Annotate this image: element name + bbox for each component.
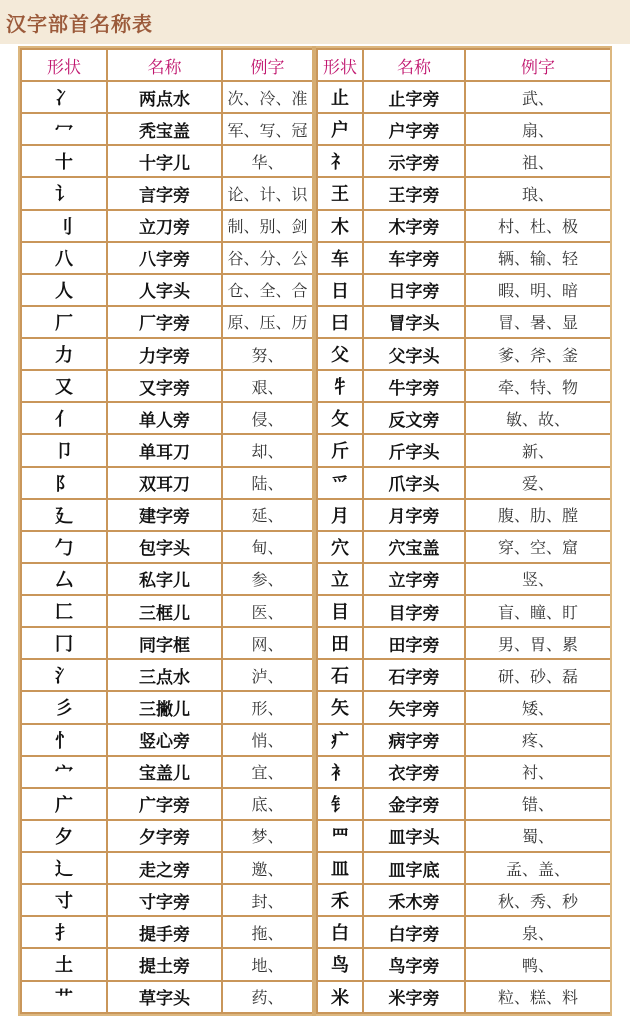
example-chars: 药、 [223,982,312,1013]
example-chars: 延、 [223,500,312,530]
radical-name: 走之旁 [108,853,221,883]
example-chars: 武、 [466,82,610,112]
example-chars: 牵、特、物 [466,371,610,401]
radical-name: 反文旁 [364,403,464,433]
radical-shape: 廴 [22,500,106,530]
radical-name: 父字头 [364,339,464,369]
radical-name: 单人旁 [108,403,221,433]
example-chars: 仓、全、合 [223,275,312,305]
radical-name: 单耳刀 [108,435,221,465]
radical-shape: 艹 [22,982,106,1013]
example-chars: 宜、 [223,757,312,787]
table-row [22,628,312,658]
radical-name: 秃宝盖 [108,114,221,144]
example-chars: 新、 [466,435,610,465]
header-shape: 形状 [318,50,362,80]
table-row [318,917,610,947]
radical-name: 户字旁 [364,114,464,144]
example-chars: 侵、 [223,403,312,433]
header-row [318,50,610,80]
radical-shape: 米 [318,982,362,1013]
table-row [22,596,312,626]
radical-shape: 攵 [318,403,362,433]
example-chars: 粒、糕、料 [466,982,610,1013]
radical-name: 三点水 [108,660,221,690]
header-name: 名称 [364,50,464,80]
radical-shape: 户 [318,114,362,144]
table-row [22,564,312,594]
radical-shape: 厶 [22,564,106,594]
radical-shape: 彡 [22,692,106,722]
example-chars: 艰、 [223,371,312,401]
radical-name: 立字旁 [364,564,464,594]
radical-name: 示字旁 [364,146,464,176]
radical-shape: 八 [22,243,106,273]
table-row [318,982,610,1013]
example-chars: 邀、 [223,853,312,883]
radical-table [18,46,612,1016]
example-chars: 疼、 [466,725,610,755]
table-row [318,178,610,208]
radical-shape: 月 [318,500,362,530]
example-chars: 论、计、识 [223,178,312,208]
table-row [318,789,610,819]
table-row [22,307,312,337]
radical-name: 王字旁 [364,178,464,208]
table-row [22,275,312,305]
example-chars: 泸、 [223,660,312,690]
example-chars: 地、 [223,949,312,979]
left-table-body [22,82,312,1012]
radical-name: 两点水 [108,82,221,112]
radical-name: 包字头 [108,532,221,562]
radical-name: 厂字旁 [108,307,221,337]
example-chars: 研、砂、磊 [466,660,610,690]
example-chars: 努、 [223,339,312,369]
example-chars: 盲、瞳、盯 [466,596,610,626]
radical-shape: 罒 [318,821,362,851]
radical-shape: 田 [318,628,362,658]
example-chars: 竖、 [466,564,610,594]
example-chars: 形、 [223,692,312,722]
radical-name: 衣字旁 [364,757,464,787]
table-row [22,885,312,915]
table-row [318,146,610,176]
table-row [318,371,610,401]
radical-name: 双耳刀 [108,468,221,498]
example-chars: 腹、肋、膛 [466,500,610,530]
table-row [318,532,610,562]
radical-name: 广字旁 [108,789,221,819]
radical-shape: 钅 [318,789,362,819]
radical-shape: 鸟 [318,949,362,979]
radical-name: 皿字底 [364,853,464,883]
table-row [22,532,312,562]
example-chars: 次、冷、准 [223,82,312,112]
radical-shape: 卩 [22,435,106,465]
radical-name: 车字旁 [364,243,464,273]
radical-shape: 曰 [318,307,362,337]
page-title: 汉字部首名称表 [6,11,153,36]
radical-name: 三撇儿 [108,692,221,722]
radical-name: 竖心旁 [108,725,221,755]
radical-name: 又字旁 [108,371,221,401]
radical-name: 斤字头 [364,435,464,465]
left-table [20,48,314,1014]
table-row [22,403,312,433]
table-row [318,403,610,433]
radical-name: 力字旁 [108,339,221,369]
example-chars: 陆、 [223,468,312,498]
example-chars: 却、 [223,435,312,465]
table-row [318,339,610,369]
table-row [22,371,312,401]
title-bar [0,0,630,44]
radical-name: 目字旁 [364,596,464,626]
radical-shape: 石 [318,660,362,690]
radical-shape: 阝 [22,468,106,498]
radical-name: 金字旁 [364,789,464,819]
radical-shape: 氵 [22,660,106,690]
example-chars: 谷、分、公 [223,243,312,273]
table-row [318,853,610,883]
header-examples: 例字 [223,50,312,80]
radical-shape: 又 [22,371,106,401]
table-row [22,435,312,465]
table-row [22,146,312,176]
table-row [22,789,312,819]
radical-shape: 牜 [318,371,362,401]
radical-shape: 刂 [22,211,106,241]
radical-name: 日字旁 [364,275,464,305]
left-table-half [20,48,312,1014]
radical-shape: 亻 [22,403,106,433]
example-chars: 暇、明、暗 [466,275,610,305]
radical-shape: 广 [22,789,106,819]
radical-shape: 冂 [22,628,106,658]
example-chars: 网、 [223,628,312,658]
radical-name: 石字旁 [364,660,464,690]
radical-name: 皿字头 [364,821,464,851]
table-row [22,339,312,369]
example-chars: 祖、 [466,146,610,176]
example-chars: 矮、 [466,692,610,722]
table-row [318,114,610,144]
table-row [22,949,312,979]
table-row [318,564,610,594]
table-row [318,821,610,851]
radical-shape: 父 [318,339,362,369]
example-chars: 泉、 [466,917,610,947]
example-chars: 梦、 [223,821,312,851]
radical-shape: 厂 [22,307,106,337]
example-chars: 爹、斧、釜 [466,339,610,369]
example-chars: 穿、空、窟 [466,532,610,562]
radical-shape: 木 [318,211,362,241]
radical-shape: 礻 [318,146,362,176]
table-row [22,821,312,851]
radical-name: 十字儿 [108,146,221,176]
radical-shape: 讠 [22,178,106,208]
table-row [22,725,312,755]
table-row [318,596,610,626]
table-row [22,660,312,690]
radical-shape: 日 [318,275,362,305]
radical-name: 同字框 [108,628,221,658]
radical-shape: 止 [318,82,362,112]
table-row [318,628,610,658]
table-row [318,307,610,337]
table-row [22,82,312,112]
radical-shape: 宀 [22,757,106,787]
radical-name: 草字头 [108,982,221,1013]
radical-shape: 目 [318,596,362,626]
radical-shape: 土 [22,949,106,979]
radical-name: 宝盖儿 [108,757,221,787]
radical-shape: 衤 [318,757,362,787]
radical-name: 牛字旁 [364,371,464,401]
radical-name: 田字旁 [364,628,464,658]
header-shape: 形状 [22,50,106,80]
table-row [318,275,610,305]
radical-shape: 冫 [22,82,106,112]
radical-name: 夕字旁 [108,821,221,851]
radical-name: 言字旁 [108,178,221,208]
radical-name: 提手旁 [108,917,221,947]
table-row [318,885,610,915]
table-row [22,243,312,273]
table-row [318,692,610,722]
radical-name: 穴宝盖 [364,532,464,562]
radical-shape: 车 [318,243,362,273]
table-row [22,982,312,1013]
radical-shape: 皿 [318,853,362,883]
example-chars: 爱、 [466,468,610,498]
table-row [318,660,610,690]
radical-name: 三框儿 [108,596,221,626]
table-row [318,211,610,241]
table-row [22,468,312,498]
radical-shape: 冖 [22,114,106,144]
radical-shape: 辶 [22,853,106,883]
radical-name: 爪字头 [364,468,464,498]
radical-shape: 匚 [22,596,106,626]
radical-shape: 勹 [22,532,106,562]
example-chars: 秋、秀、秒 [466,885,610,915]
radical-name: 提土旁 [108,949,221,979]
radical-name: 木字旁 [364,211,464,241]
radical-shape: 穴 [318,532,362,562]
table-row [318,500,610,530]
right-table-body [318,82,610,1012]
radical-shape: 夕 [22,821,106,851]
radical-shape: 禾 [318,885,362,915]
radical-name: 禾木旁 [364,885,464,915]
radical-name: 立刀旁 [108,211,221,241]
example-chars: 医、 [223,596,312,626]
example-chars: 错、 [466,789,610,819]
radical-shape: 爫 [318,468,362,498]
example-chars: 原、压、历 [223,307,312,337]
radical-name: 病字旁 [364,725,464,755]
table-row [318,243,610,273]
right-table-half [316,48,610,1014]
table-row [22,178,312,208]
table-row [318,82,610,112]
example-chars: 封、 [223,885,312,915]
header-row [22,50,312,80]
radical-shape: 白 [318,917,362,947]
header-name: 名称 [108,50,221,80]
radical-name: 人字头 [108,275,221,305]
example-chars: 悄、 [223,725,312,755]
radical-shape: 十 [22,146,106,176]
radical-shape: 力 [22,339,106,369]
radical-shape: 忄 [22,725,106,755]
example-chars: 拖、 [223,917,312,947]
example-chars: 参、 [223,564,312,594]
table-row [22,211,312,241]
radical-shape: 人 [22,275,106,305]
example-chars: 制、别、剑 [223,211,312,241]
table-row [22,500,312,530]
radical-name: 八字旁 [108,243,221,273]
table-row [318,468,610,498]
example-chars: 鸭、 [466,949,610,979]
header-examples: 例字 [466,50,610,80]
example-chars: 甸、 [223,532,312,562]
example-chars: 冒、暑、显 [466,307,610,337]
radical-name: 建字旁 [108,500,221,530]
radical-shape: 扌 [22,917,106,947]
example-chars: 孟、盖、 [466,853,610,883]
radical-name: 白字旁 [364,917,464,947]
table-row [22,757,312,787]
example-chars: 扇、 [466,114,610,144]
table-row [318,725,610,755]
radical-shape: 寸 [22,885,106,915]
radical-name: 月字旁 [364,500,464,530]
table-row [318,757,610,787]
example-chars: 华、 [223,146,312,176]
example-chars: 军、写、冠 [223,114,312,144]
table-row [22,853,312,883]
example-chars: 男、胃、累 [466,628,610,658]
table-row [318,435,610,465]
example-chars: 衬、 [466,757,610,787]
radical-name: 寸字旁 [108,885,221,915]
radical-name: 止字旁 [364,82,464,112]
example-chars: 底、 [223,789,312,819]
radical-name: 鸟字旁 [364,949,464,979]
radical-shape: 斤 [318,435,362,465]
example-chars: 琅、 [466,178,610,208]
table-row [318,949,610,979]
radical-name: 矢字旁 [364,692,464,722]
table-row [22,917,312,947]
radical-shape: 王 [318,178,362,208]
radical-name: 冒字头 [364,307,464,337]
radical-shape: 矢 [318,692,362,722]
example-chars: 蜀、 [466,821,610,851]
example-chars: 敏、故、 [466,403,610,433]
table-row [22,692,312,722]
table-row [22,114,312,144]
right-table [316,48,612,1014]
example-chars: 辆、输、轻 [466,243,610,273]
radical-shape: 立 [318,564,362,594]
radical-name: 米字旁 [364,982,464,1013]
radical-name: 私字儿 [108,564,221,594]
example-chars: 村、杜、极 [466,211,610,241]
radical-shape: 疒 [318,725,362,755]
